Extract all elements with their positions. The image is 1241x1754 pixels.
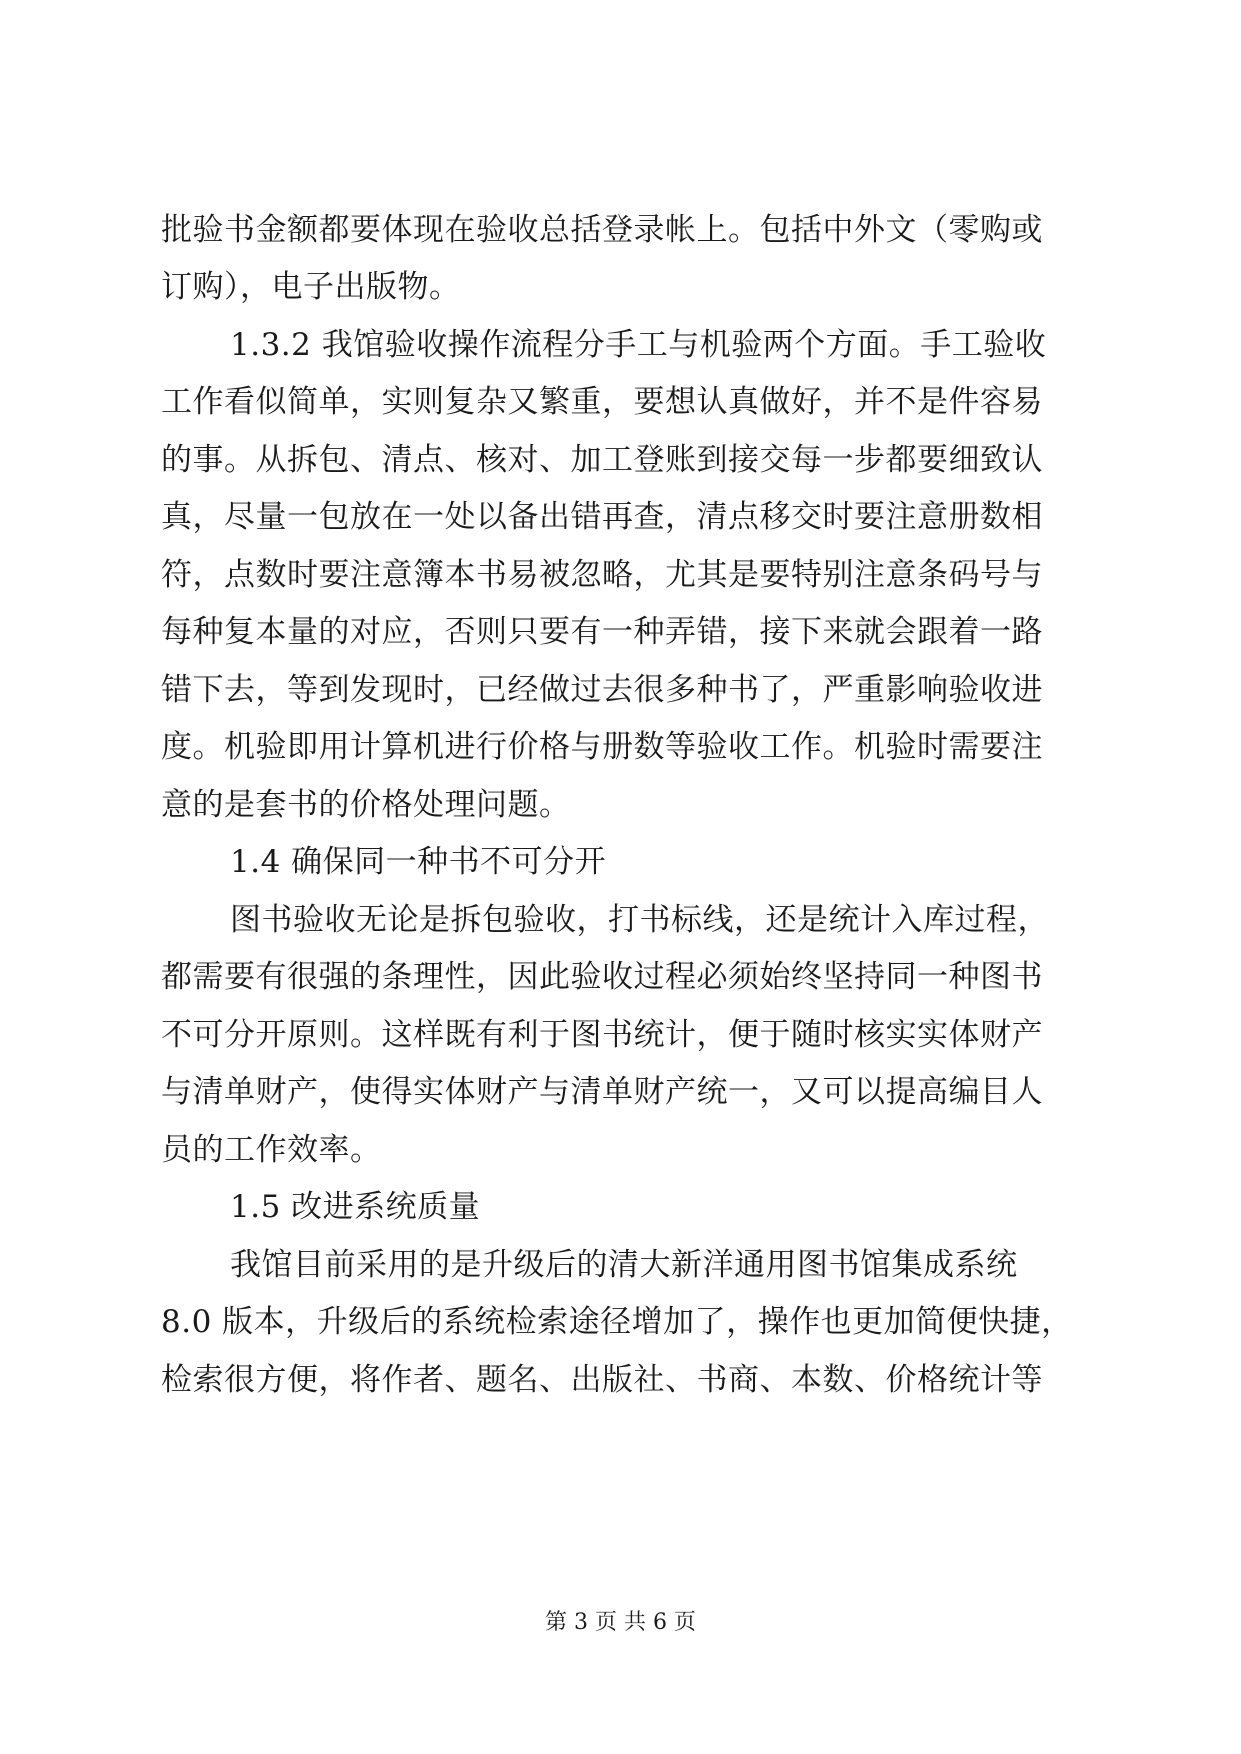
paragraph-line: 每种复本量的对应，否则只要有一种弄错，接下来就会跟着一路 — [161, 614, 1043, 650]
paragraph-line: 的事。从拆包、清点、核对、加工登账到接交每一步都要细致认 — [161, 442, 1043, 478]
paragraph-line: 真，尽量一包放在一处以备出错再查，清点移交时要注意册数相 — [161, 499, 1043, 535]
paragraph-line: 我馆目前采用的是升级后的清大新洋通用图书馆集成系统 — [230, 1247, 1018, 1283]
paragraph-line: 都需要有很强的条理性，因此验收过程必须始终坚持同一种图书 — [161, 959, 1043, 995]
paragraph-line: 图书验收无论是拆包验收，打书标线，还是统计入库过程， — [230, 902, 1049, 938]
section-heading-1-3-2: 1.3.2 我馆验收操作流程分手工与机验两个方面。手工验收 — [230, 327, 1047, 363]
paragraph-line: 符，点数时要注意簿本书易被忽略，尤其是要特别注意条码号与 — [161, 557, 1043, 593]
section-heading-1-4: 1.4 确保同一种书不可分开 — [230, 844, 607, 880]
paragraph-line: 度。机验即用计算机进行价格与册数等验收工作。机验时需要注 — [161, 729, 1043, 765]
paragraph-line: 工作看似简单，实则复杂又繁重，要想认真做好，并不是件容易 — [161, 384, 1043, 420]
paragraph-line: 与清单财产，使得实体财产与清单财产统一，又可以提高编目人 — [161, 1074, 1043, 1110]
paragraph-line: 不可分开原则。这样既有利于图书统计，便于随时核实实体财产 — [161, 1017, 1043, 1053]
page-number-footer: 第 3 页 共 6 页 — [545, 1610, 696, 1635]
paragraph-line: 错下去，等到发现时，已经做过去很多种书了，严重影响验收进 — [161, 672, 1043, 708]
section-heading-1-5: 1.5 改进系统质量 — [230, 1189, 481, 1225]
paragraph-line: 批验书金额都要体现在验收总括登录帐上。包括中外文（零购或 — [161, 212, 1043, 248]
paragraph-line: 员的工作效率。 — [161, 1132, 382, 1168]
paragraph-line: 订购），电子出版物。 — [161, 269, 461, 305]
paragraph-line: 意的是套书的价格处理问题。 — [161, 787, 571, 823]
paragraph-line: 8.0 版本，升级后的系统检索途径增加了，操作也更加简便快捷， — [161, 1304, 1073, 1340]
paragraph-line: 检索很方便，将作者、题名、出版社、书商、本数、价格统计等 — [161, 1362, 1043, 1398]
